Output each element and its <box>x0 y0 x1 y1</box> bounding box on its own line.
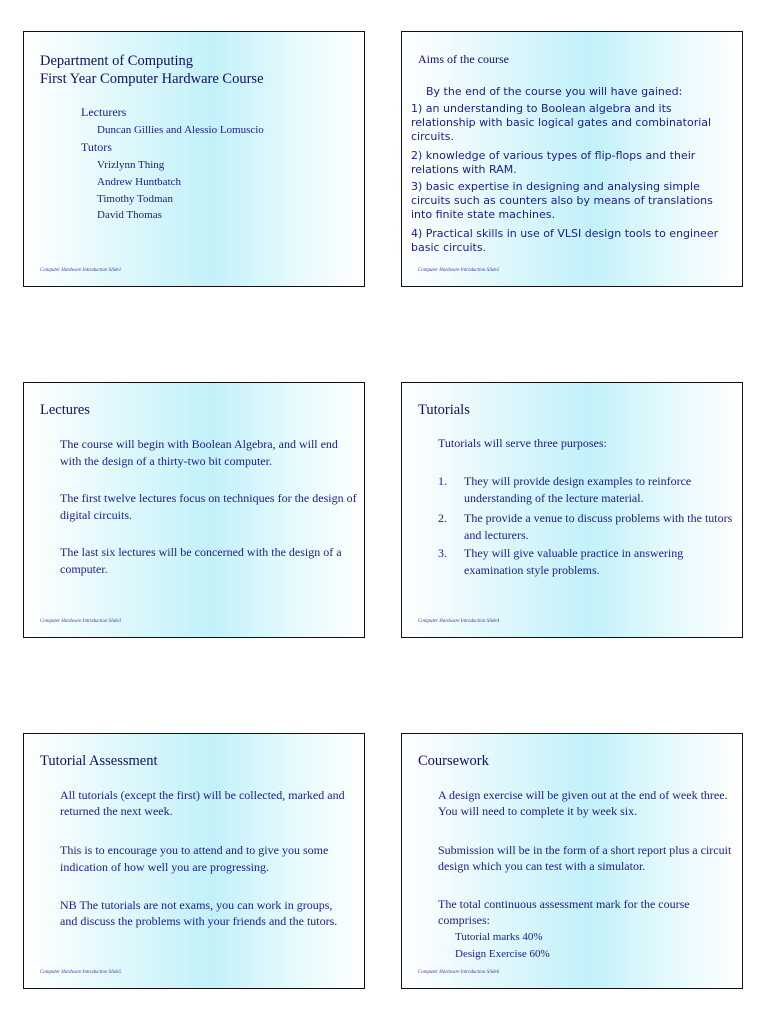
lectures-paragraph: The last six lectures will be concerned with the design of a computer. <box>60 545 342 576</box>
lecturers-label: Lecturers <box>81 105 127 119</box>
slide-title: Coursework <box>418 753 489 769</box>
slide-title-line1: Department of Computing <box>40 53 194 69</box>
list-item-number: 3. <box>438 546 447 560</box>
slide-footer: Computer Hardware Introduction Slide3 <box>40 619 122 624</box>
slide-2 <box>401 31 743 287</box>
list-item <box>438 546 738 580</box>
list-item-text: They will provide design examples to reinforce understanding of the lecture material. <box>464 474 692 505</box>
coursework-paragraph: A design exercise will be given out at the end of week three. You will need to complete it by week six. <box>438 788 728 818</box>
slide-4 <box>401 382 743 638</box>
coursework-paragraph: The total continuous assessment mark for the course comprises: <box>438 897 690 927</box>
slide-3 <box>23 382 365 638</box>
aim-item: 4) Practical skills in use of VLSI design tools to engineer basic circuits. <box>411 227 719 254</box>
lectures-paragraph: The first twelve lectures focus on techniques for the design of digital circuits. <box>60 491 357 522</box>
slide-title-line2: First Year Computer Hardware Course <box>40 71 264 87</box>
slide-6 <box>401 733 743 989</box>
assessment-paragraph: NB The tutorials are not exams, you can work in groups, and discuss the problems with your friends and the tutors. <box>60 898 338 928</box>
slide-5 <box>23 733 365 989</box>
lecturers-names: Duncan Gillies and Alessio Lomuscio <box>97 124 264 136</box>
slide-1 <box>23 31 365 287</box>
tutor-name: David Thomas <box>97 209 162 221</box>
assessment-paragraph: All tutorials (except the first) will be collected, marked and returned the next week. <box>60 788 345 818</box>
aim-item: 1) an understanding to Boolean algebra and its relationship with basic logical gates and combinatorial circuits. <box>411 102 712 143</box>
slide-title: Aims of the course <box>418 52 509 66</box>
list-item <box>438 511 738 545</box>
slide-footer: Computer Hardware Introduction Slide2 <box>418 268 500 273</box>
slide-footer: Computer Hardware Introduction Slide4 <box>418 619 500 624</box>
aims-intro: By the end of the course you will have gained: <box>426 85 683 98</box>
slide-footer: Computer Hardware Introduction Slide5 <box>40 970 122 975</box>
list-item-number: 1. <box>438 474 447 488</box>
coursework-paragraph: Submission will be in the form of a short report plus a circuit design which you can test with a simulator. <box>438 843 732 873</box>
mark-item: Tutorial marks 40% <box>455 931 543 943</box>
slide-title: Lectures <box>40 402 90 418</box>
tutor-name: Andrew Huntbatch <box>97 176 182 188</box>
slide-footer: Computer Hardware Introduction Slide1 <box>40 268 122 273</box>
assessment-paragraph: This is to encourage you to attend and to give you some indication of how well you are progressing. <box>60 843 329 874</box>
tutor-name: Vrizlynn Thing <box>97 159 165 171</box>
slide-footer: Computer Hardware Introduction Slide6 <box>418 970 500 975</box>
list-item <box>438 474 738 508</box>
tutor-name: Timothy Todman <box>97 193 173 205</box>
mark-item: Design Exercise 60% <box>455 948 550 960</box>
list-item-number: 2. <box>438 511 447 525</box>
list-item-text: They will give valuable practice in answering examination style problems. <box>464 546 684 577</box>
lectures-paragraph: The course will begin with Boolean Algebra, and will end with the design of a thirty-two bit computer. <box>60 437 338 468</box>
tutorials-intro: Tutorials will serve three purposes: <box>438 436 607 450</box>
aim-item: 3) basic expertise in designing and analysing simple circuits such as counters also by means of translations into finite state machines. <box>411 180 713 221</box>
slide-title: Tutorials <box>418 402 470 418</box>
aim-item: 2) knowledge of various types of flip-flops and their relations with RAM. <box>411 149 696 176</box>
slide-title: Tutorial Assessment <box>40 753 158 769</box>
tutors-label: Tutors <box>81 140 112 154</box>
list-item-text: The provide a venue to discuss problems with the tutors and lecturers. <box>464 511 733 542</box>
